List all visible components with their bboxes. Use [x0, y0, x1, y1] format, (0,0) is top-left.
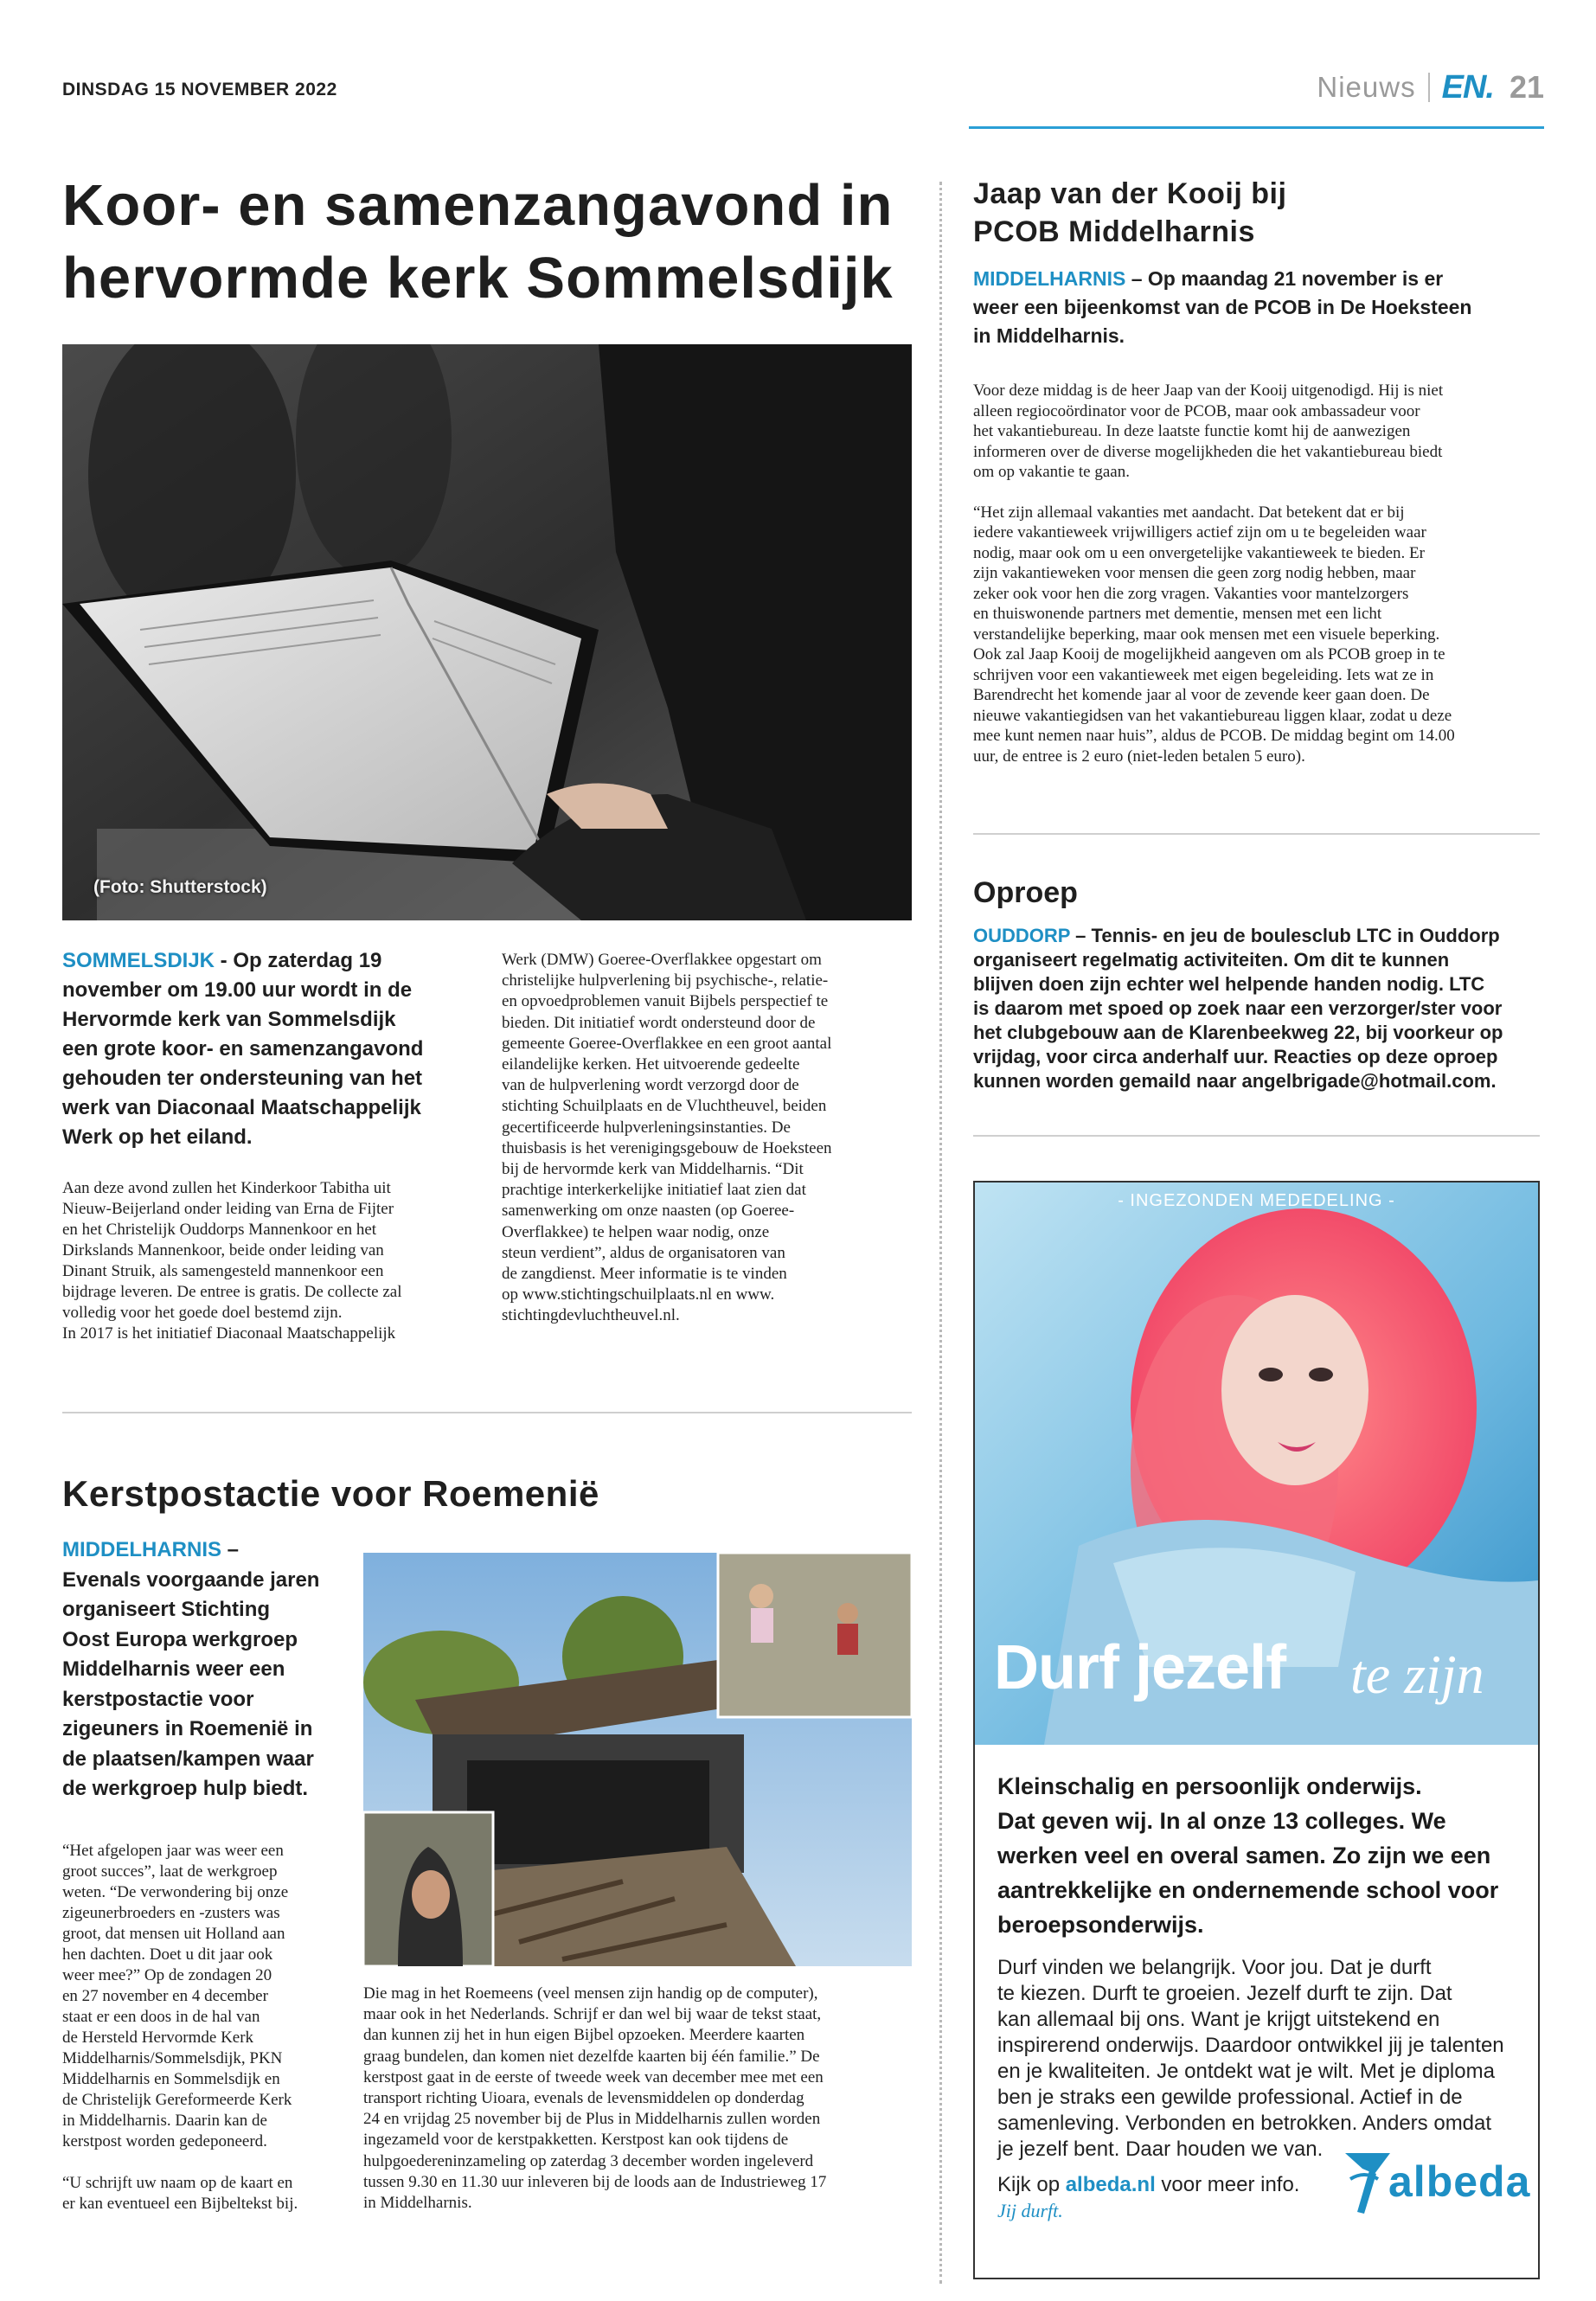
body-line: Barendrecht het komende jaar al voor de zevende keer gaan doen. De	[973, 686, 1430, 704]
lead-line: Middelharnis weer een	[62, 1657, 285, 1681]
body-line: de Christelijk Gereformeerde Kerk	[62, 2091, 292, 2109]
ad-tagline: Jij durft.	[997, 2200, 1063, 2221]
lead-text: –	[221, 1538, 240, 1561]
body-line: graag bundelen, dan komen niet dezelfde kaarten bij één familie.” De	[363, 2047, 820, 2066]
ad-subhead-line: aantrekkelijke en ondernemende school voor	[997, 1877, 1499, 1903]
lead-text: – Op maandag 21 november is er	[1125, 267, 1444, 290]
article2-kicker: MIDDELHARNIS	[62, 1538, 221, 1561]
body-line: en thuiswonende partners met dementie, mensen met een licht	[973, 605, 1382, 623]
body-line: op www.stichtingschuilplaats.nl en www.	[502, 1285, 775, 1304]
body-line: samenwerking om onze naasten (op Goeree-	[502, 1202, 795, 1221]
body-line: het vakantiebureau. In deze laatste functie komt hij de aanwezigen	[973, 422, 1411, 440]
lead-line: een grote koor- en samenzangavond	[62, 1037, 424, 1061]
lead-line	[62, 1535, 356, 1566]
photo-caption: (Foto: Shutterstock)	[93, 877, 267, 897]
lead-line	[973, 924, 1548, 948]
body-line: verstandelijke beperking, maar ook mensen met een visuele beperking.	[973, 625, 1440, 644]
body-line: en 27 november en 4 december	[62, 1987, 268, 2005]
lead-line: blijven doen zijn echter wel helpende handen nodig. LTC	[973, 973, 1485, 995]
body-line: In 2017 is het initiatief Diaconaal Maatschappelijk	[62, 1324, 396, 1343]
lead-line	[973, 1069, 1548, 1093]
ad-subhead	[997, 1769, 1525, 1942]
article2-lead	[62, 1535, 356, 1804]
article3-title-line: PCOB Middelharnis	[973, 215, 1255, 248]
article4-title: Oproep	[973, 876, 1078, 909]
ad-subhead-line: werken veel en overal samen. Zo zijn we een	[997, 1843, 1491, 1868]
body-line: Dinant Struik, als samengesteld mannenkoor een	[62, 1262, 384, 1280]
en-logo: EN.	[1441, 68, 1494, 106]
body-line: iedere vakantieweek vrijwilligers actief zijn om u te begeleiden waar	[973, 523, 1426, 542]
body-line: maar ook in het Nederlands. Schrijf er dan wel bij waar de tekst staat,	[363, 2005, 822, 2024]
body-line: bij de hervormde kerk van Middelharnis. “Dit	[502, 1160, 804, 1179]
ad-subhead-line: Dat geven wij. In al onze 13 colleges. We	[997, 1808, 1446, 1834]
article1-title-line: hervormde kerk Sommelsdijk	[62, 246, 894, 311]
page-number: 21	[1509, 69, 1544, 105]
lead-line: de plaatsen/kampen waar	[62, 1747, 314, 1771]
article2-title: Kerstpostactie voor Roemenië	[62, 1473, 599, 1514]
body-line: weten. “De verwondering bij onze	[62, 1883, 289, 1901]
ad-subhead-line: beroepsonderwijs.	[997, 1912, 1204, 1938]
body-line: Nieuw-Beijerland onder leiding van Erna de Fijter	[62, 1200, 394, 1218]
albeda-wordmark: albeda	[1388, 2157, 1531, 2206]
issue-date: DINSDAG 15 NOVEMBER 2022	[62, 80, 337, 99]
body-line: gecertificeerde hulpverleningsinstanties. De	[502, 1118, 791, 1137]
body-line: in Middelharnis. Daarin kan de	[62, 2112, 267, 2130]
lead-text: – Tennis- en jeu de boulesclub LTC in Ouddorp	[1070, 925, 1500, 946]
body-line: weer mee?” Op de zondagen 20	[62, 1966, 272, 1984]
ad-subhead-line: Kleinschalig en persoonlijk onderwijs.	[997, 1773, 1422, 1799]
body-line: Middelharnis/Sommelsdijk, PKN	[62, 2049, 283, 2067]
ad-body-line: en je kwaliteiten. Je ontdekt wat je wilt. Met je diploma	[997, 2060, 1495, 2083]
body-line: hulpgoedereninzameling op zaterdag 3 december worden ingeleverd	[363, 2151, 814, 2170]
body-line: 24 en vrijdag 25 november bij de Plus in Middelharnis zullen worden	[363, 2110, 821, 2129]
body-line: Aan deze avond zullen het Kinderkoor Tabitha uit	[62, 1179, 391, 1197]
article4-lead	[973, 924, 1548, 1093]
lead-line	[62, 946, 478, 976]
ad-cta-suffix: voor meer info.	[1155, 2173, 1300, 2196]
ad-cta-prefix: Kijk op	[997, 2173, 1066, 2196]
lead-text: kunnen worden gemaild naar angelbrigade@hotmail.com.	[973, 1070, 1497, 1092]
body-line: zijn vakantieweken voor mensen die geen zorg nodig hebben, maar	[973, 564, 1416, 582]
body-line: gemeente Goeree-Overflakkee en een groot aantal	[502, 1034, 832, 1053]
article4-kicker: OUDDORP	[973, 925, 1071, 946]
body-line: en opvoedproblemen vanuit Bijbels perspectief te	[502, 992, 829, 1011]
article1-kicker: SOMMELSDIJK	[62, 949, 215, 972]
masthead-divider	[1428, 73, 1430, 102]
lead-line: kerstpostactie voor	[62, 1687, 254, 1711]
header-rule	[969, 126, 1544, 129]
body-line: zeker ook voor hen die zorg vragen. Vakanties voor mantelzorgers	[973, 584, 1409, 603]
body-line: volledig voor het goede doel bestemd zijn.	[62, 1304, 343, 1322]
body-line: van de hulpverlening wordt verzorgd door de	[502, 1076, 799, 1095]
article1-title-line: Koor- en samenzangavond in	[62, 173, 894, 238]
albeda-logo	[1338, 2144, 1531, 2222]
body-line: de Hersteld Hervormde Kerk	[62, 2029, 254, 2047]
body-line: steun verdient”, aldus de organisatoren van	[502, 1243, 785, 1262]
body-line: de zangdienst. Meer informatie is te vinden	[502, 1265, 787, 1284]
column-separator	[939, 182, 942, 2284]
body-line: nodig, maar ook om u een onvergetelijke vakantieweek te bieden. Er	[973, 543, 1425, 562]
lead-line: organiseert Stichting	[62, 1598, 271, 1621]
ad-cta	[997, 2173, 1299, 2197]
ad-body	[997, 1955, 1525, 2163]
article3-title-line: Jaap van der Kooij bij	[973, 177, 1287, 210]
body-line: uur, de entree is 2 euro (niet-leden betalen 5 euro).	[973, 747, 1305, 766]
body-line: hen dachten. Doet u dit jaar ook	[62, 1945, 273, 1964]
ad-headline: Durf jezelf	[994, 1633, 1286, 1702]
body-line: schrijven voor een vakantieweek met eigen begeleiding. Iets wat ze in	[973, 665, 1434, 684]
body-line: Werk (DMW) Goeree-Overflakkee opgestart om	[502, 951, 822, 969]
article3-body	[973, 381, 1548, 766]
body-line: bijdrage leveren. De entree is gratis. De collecte zal	[62, 1283, 402, 1301]
body-line: om op vakantie te gaan.	[973, 463, 1130, 481]
albeda-link[interactable]: albeda.nl	[1065, 2173, 1156, 2196]
article1-lead	[62, 946, 478, 1152]
body-line: staat er een doos in de hal van	[62, 2008, 260, 2026]
body-line: Middelharnis en Sommelsdijk en	[62, 2070, 280, 2088]
body-line: alleen regiocoördinator voor de PCOB, maar ook ambassadeur voor	[973, 401, 1420, 420]
body-line: groot succes”, laat de werkgroep	[62, 1862, 278, 1881]
lead-line: Hervormde kerk van Sommelsdijk	[62, 1008, 396, 1031]
body-line: er kan eventueel een Bijbeltekst bij.	[62, 2195, 298, 2213]
lead-line: het clubgebouw aan de Klarenbeekweg 22, bij voorkeur op	[973, 1022, 1503, 1043]
article3-title	[973, 175, 1544, 251]
ad-body-line: samenleving. Verbonden en betrokken. Anders omdat	[997, 2112, 1492, 2135]
lead-line: november om 19.00 uur wordt in de	[62, 978, 413, 1002]
lead-line: de werkgroep hulp biedt.	[62, 1777, 309, 1800]
ad-body-line: Durf vinden we belangrijk. Voor jou. Dat je durft	[997, 1956, 1432, 1979]
body-line: Ook zal Jaap Kooij de mogelijkheid aangeven om als PCOB groep in te	[973, 645, 1445, 663]
body-line: nieuwe vakantiegidsen van het vakantiebureau liggen klaar, zodat u deze	[973, 706, 1452, 725]
body-line: “Het zijn allemaal vakanties met aandacht. Dat betekent dat er bij	[973, 503, 1405, 522]
body-line: “Het afgelopen jaar was weer een	[62, 1842, 284, 1860]
lead-line: Evenals voorgaande jaren	[62, 1567, 320, 1592]
romania-collage-illustration	[363, 1553, 912, 1966]
article1-body-col2	[502, 950, 917, 1327]
section-name: Nieuws	[1317, 71, 1416, 103]
article2-body-col2	[363, 1984, 917, 2214]
article3-lead	[973, 265, 1544, 350]
paragraph-gap	[973, 483, 1548, 503]
body-line: tussen 9.30 en 11.30 uur inleveren bij de loods aan de Industrieweg 17	[363, 2172, 827, 2191]
body-line: stichting Schuilplaats en de Vluchtheuvel, beiden	[502, 1097, 827, 1116]
body-line: stichtingdevluchtheuvel.nl.	[502, 1306, 680, 1325]
article2-body-col1	[62, 1841, 356, 2214]
ad-label: - INGEZONDEN MEDEDELING -	[1118, 1191, 1395, 1210]
body-line: thuisbasis is het verenigingsgebouw de Hoeksteen	[502, 1138, 832, 1157]
lead-line: organiseert regelmatig activiteiten. Om dit te kunnen	[973, 949, 1450, 971]
body-line: prachtige interkerkelijke initiatief laat zien dat	[502, 1181, 806, 1200]
body-line: en het Christelijk Ouddorps Mannenkoor en het	[62, 1221, 377, 1239]
lead-line	[973, 265, 1544, 293]
lead-line: Oost Europa werkgroep	[62, 1627, 298, 1651]
section-divider	[973, 1135, 1540, 1137]
ad-body-line: inspirerend onderwijs. Daardoor ontwikkel jij je talenten	[997, 2034, 1504, 2057]
body-line: eilandelijke kerken. Het uitvoerende gedeelte	[502, 1055, 800, 1074]
body-line: mee kunt nemen naar huis”, aldus de PCOB. De middag begint om 14.00	[973, 727, 1455, 745]
body-line: christelijke hulpverlening bij psychische-, relatie-	[502, 971, 829, 990]
body-line: in Middelharnis.	[363, 2194, 472, 2213]
article1-body-col1	[62, 1178, 478, 1344]
article1-title	[62, 170, 919, 315]
ad-body-line: te kiezen. Durft te groeien. Jezelf durft te zijn. Dat	[997, 1982, 1452, 2005]
lead-line: is daarom met spoed op zoek naar een verzorger/ster voor	[973, 997, 1503, 1019]
section-divider	[62, 1412, 912, 1413]
body-line: kerstpost gaat in de eerste of tweede week van december mee met een	[363, 2067, 824, 2086]
body-line: informeren over de diverse mogelijkheden die het vakantiebureau biedt	[973, 442, 1443, 461]
body-line: transport richting Uioara, evenals de levensmiddelen op donderdag	[363, 2089, 804, 2108]
ad-body-line: ben je straks een gewilde professional. Actief in de	[997, 2086, 1463, 2109]
body-line: kerstpost worden gedeponeerd.	[62, 2132, 267, 2150]
ad-body-line: kan allemaal bij ons. Want je krijgt uitstekend en	[997, 2008, 1440, 2031]
lead-line: Werk op het eiland.	[62, 1125, 253, 1149]
ad-headline-script: te zijn	[1350, 1644, 1484, 1705]
choir-photo-illustration	[62, 344, 912, 920]
body-line: bieden. Dit initiatief wordt ondersteund door de	[502, 1013, 816, 1032]
ad-body-line: je jezelf bent. Daar houden we van.	[997, 2138, 1324, 2161]
body-line: ingezameld voor de kerstpakketten. Kerstpost kan ook tijdens de	[363, 2131, 789, 2150]
body-line: groot, dat mensen uit Holland aan	[62, 1925, 285, 1943]
body-line: Voor deze middag is de heer Jaap van der Kooij uitgenodigd. Hij is niet	[973, 381, 1444, 400]
body-line: zigeunerbroeders en -zusters was	[62, 1904, 280, 1922]
lead-text: - Op zaterdag 19	[215, 949, 382, 972]
section-divider	[973, 833, 1540, 835]
body-line: Overflakkee) te helpen waar nodig, onze	[502, 1222, 770, 1241]
lead-line: weer een bijeenkomst van de PCOB in De Hoeksteen	[973, 296, 1472, 318]
body-line: Die mag in het Roemeens (veel mensen zijn handig op de computer),	[363, 1984, 818, 2003]
lead-line: werk van Diaconaal Maatschappelijk	[62, 1096, 421, 1119]
lead-line: vrijdag, voor circa anderhalf uur. Reacties op deze oproep	[973, 1046, 1498, 1067]
body-line: Dirkslands Mannenkoor, beide onder leiding van	[62, 1241, 384, 1259]
lead-line: gehouden ter ondersteuning van het	[62, 1067, 423, 1090]
romania-photo-collage	[363, 1553, 912, 1966]
lead-line: zigeuners in Roemenië in	[62, 1717, 313, 1740]
masthead	[1272, 67, 1544, 107]
paragraph-gap	[62, 2152, 356, 2173]
choir-photo	[62, 344, 912, 920]
albeda-advertisement[interactable]	[973, 1181, 1540, 2279]
body-line: “U schrijft uw naam op de kaart en	[62, 2174, 293, 2192]
article3-kicker: MIDDELHARNIS	[973, 267, 1126, 290]
lead-line: in Middelharnis.	[973, 324, 1125, 347]
body-line: dan kunnen zij het in hun eigen Bijbel opzoeken. Meerdere kaarten	[363, 2026, 805, 2045]
